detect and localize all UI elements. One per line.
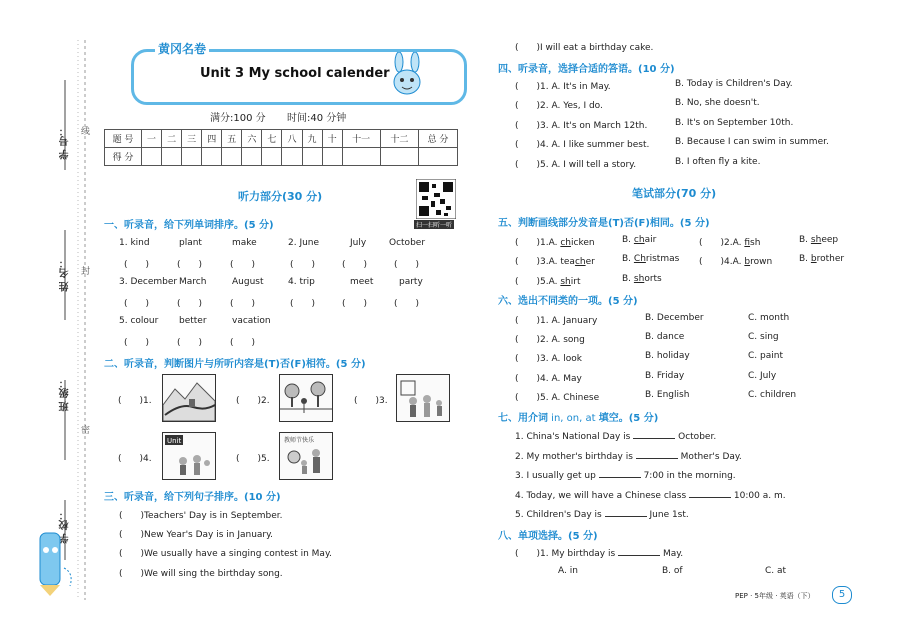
section-2-heading: 二、听录音，判断图片与所听内容是(T)否(F)相符。(5 分): [104, 359, 366, 370]
phonics-word: B. sheep: [799, 235, 839, 245]
blank-field[interactable]: [636, 449, 678, 459]
answer-paren[interactable]: ( ): [230, 260, 256, 270]
sentence-item[interactable]: ( )Teachers' Day is in September.: [119, 511, 283, 521]
score-input-cell[interactable]: [342, 148, 380, 166]
sentence-item[interactable]: ( )I will eat a birthday cake.: [515, 43, 654, 53]
tree-planting-picture: [279, 374, 333, 422]
blank-field[interactable]: [633, 429, 675, 439]
option-c: C. month: [748, 313, 790, 323]
odd-one-out-item[interactable]: ( )5. A. Chinese: [515, 393, 600, 403]
score-cell: 二: [162, 130, 182, 148]
fill-blank-item: 2. My mother's birthday is Mother's Day.: [515, 449, 742, 462]
school-label: 学 校：: [60, 510, 71, 544]
answer-paren[interactable]: ( ): [394, 299, 420, 309]
response-option-a[interactable]: ( )4. A. I like summer best.: [515, 140, 650, 150]
odd-one-out-item[interactable]: ( )4. A. May: [515, 374, 582, 384]
score-cell: 十一: [342, 130, 380, 148]
score-input-cell[interactable]: [262, 148, 282, 166]
answer-paren[interactable]: ( ): [177, 338, 203, 348]
section-8-heading: 八、单项选择。(5 分): [498, 531, 598, 542]
blank-field[interactable]: [689, 488, 731, 498]
option-b: B. English: [645, 390, 690, 400]
score-input-cell[interactable]: [162, 148, 182, 166]
word: August: [232, 277, 264, 287]
sentence-item[interactable]: ( )New Year's Day is in January.: [119, 530, 274, 540]
phonics-item[interactable]: ( )5.A. shirt: [515, 277, 581, 287]
qr-caption: 扫一扫听一听: [416, 222, 453, 229]
response-option-b: B. Because I can swim in summer.: [675, 137, 829, 147]
word: 4. trip: [288, 277, 315, 287]
blank-field[interactable]: [599, 468, 641, 478]
fill-blank-item: 5. Children's Day is June 1st.: [515, 507, 689, 520]
page-number: 5: [832, 586, 852, 604]
fill-blank-item: 4. Today, we will have a Chinese class 10:00 a. m.: [515, 488, 786, 501]
answer-paren[interactable]: ( ): [124, 338, 150, 348]
response-option-a[interactable]: ( )2. A. Yes, I do.: [515, 101, 603, 111]
family-picture: [396, 374, 450, 422]
phonics-item[interactable]: ( )1.A. chicken: [515, 238, 595, 248]
option-c: C. July: [748, 371, 777, 381]
answer-paren[interactable]: ( ): [124, 299, 150, 309]
class-label: 班 级：: [60, 378, 71, 412]
cut-mark-seal: 封: [81, 267, 91, 277]
score-input-cell[interactable]: [302, 148, 322, 166]
answer-paren[interactable]: ( ): [394, 260, 420, 270]
score-input-cell[interactable]: [202, 148, 222, 166]
section-4-heading: 四、听录音，选择合适的答语。(10 分): [498, 64, 675, 75]
score-cell: 六: [242, 130, 262, 148]
choice-option-b: B. of: [662, 566, 683, 576]
picture-answer-label[interactable]: ( )5.: [236, 454, 270, 464]
score-input-cell[interactable]: [222, 148, 242, 166]
phonics-word: B. shorts: [622, 274, 662, 284]
fill-blank-item: 3. I usually get up 7:00 in the morning.: [515, 468, 736, 481]
teachers-day-banner-text: 教师节快乐: [284, 437, 315, 444]
section-7-heading: 七、用介词 in, on, at 填空。(5 分): [498, 413, 659, 424]
pencil-mascot-icon: [30, 528, 80, 598]
word: party: [399, 277, 423, 287]
word: 3. December: [119, 277, 178, 287]
picture-answer-label[interactable]: ( )2.: [236, 396, 270, 406]
multiple-choice-question[interactable]: ( )1. My birthday is May.: [515, 546, 683, 559]
phonics-item[interactable]: ( )4.A. brown: [699, 257, 773, 267]
picture-answer-label[interactable]: ( )1.: [118, 396, 152, 406]
option-b: B. dance: [645, 332, 685, 342]
score-cell: 十二: [380, 130, 418, 148]
response-option-a[interactable]: ( )3. A. It's on March 12th.: [515, 121, 648, 131]
response-option-a[interactable]: ( )5. A. I will tell a story.: [515, 160, 637, 170]
blank-field[interactable]: [605, 507, 647, 517]
answer-paren[interactable]: ( ): [290, 260, 316, 270]
response-option-b: B. It's on September 10th.: [675, 118, 794, 128]
word: plant: [179, 238, 202, 248]
response-option-a[interactable]: ( )1. A. It's in May.: [515, 82, 611, 92]
score-cell: 八: [282, 130, 302, 148]
sentence-item[interactable]: ( )We usually have a singing contest in May.: [119, 549, 332, 559]
section-5-heading: 五、判断画线部分发音是(T)否(F)相同。(5 分): [498, 218, 710, 229]
word: October: [389, 238, 426, 248]
word: better: [179, 316, 207, 326]
answer-paren[interactable]: ( ): [230, 299, 256, 309]
response-option-b: B. No, she doesn't.: [675, 98, 760, 108]
score-input-cell[interactable]: [380, 148, 418, 166]
odd-one-out-item[interactable]: ( )2. A. song: [515, 335, 585, 345]
full-score: 满分:100 分: [210, 113, 266, 124]
rabbit-mascot-icon: [384, 52, 430, 98]
page-title: Unit 3 My school calender: [200, 66, 390, 81]
score-input-cell[interactable]: [419, 148, 458, 166]
word: 2. June: [288, 238, 320, 248]
score-cell: 得 分: [105, 148, 142, 166]
section-6-heading: 六、选出不同类的一项。(5 分): [498, 296, 638, 307]
writing-part-title: 笔试部分(70 分): [632, 187, 717, 200]
phonics-word: B. brother: [799, 254, 845, 264]
option-c: C. paint: [748, 351, 783, 361]
score-cell: 三: [182, 130, 202, 148]
answer-paren[interactable]: ( ): [177, 260, 203, 270]
exam-time: 时间:40 分钟: [287, 113, 347, 124]
unit-sign-text: Unit 1: [167, 437, 188, 445]
option-c: C. sing: [748, 332, 779, 342]
phonics-word: B. chair: [622, 235, 657, 245]
odd-one-out-item[interactable]: ( )1. A. January: [515, 316, 598, 326]
choice-option-a: A. in: [558, 566, 578, 576]
score-cell: 九: [302, 130, 322, 148]
score-cell: 十: [322, 130, 342, 148]
phonics-item[interactable]: ( )3.A. teacher: [515, 257, 595, 267]
option-b: B. holiday: [645, 351, 690, 361]
answer-paren[interactable]: ( ): [290, 299, 316, 309]
great-wall-picture: [162, 374, 216, 422]
picture-answer-label[interactable]: ( )3.: [354, 396, 388, 406]
score-cell: 五: [222, 130, 242, 148]
score-input-cell[interactable]: [142, 148, 162, 166]
picture-answer-label[interactable]: ( )4.: [118, 454, 152, 464]
answer-paren[interactable]: ( ): [342, 260, 368, 270]
answer-paren[interactable]: ( ): [342, 299, 368, 309]
phonics-word: B. Christmas: [622, 254, 680, 264]
score-table-header-row: [105, 130, 458, 148]
qr-code-icon[interactable]: [416, 179, 456, 219]
word: meet: [350, 277, 374, 287]
score-cell: 一: [142, 130, 162, 148]
listening-part-title: 听力部分(30 分): [238, 190, 323, 203]
word: July: [350, 238, 367, 248]
response-option-b: B. I often fly a kite.: [675, 157, 761, 167]
answer-paren[interactable]: ( ): [124, 260, 150, 270]
fill-blank-item: 1. China's National Day is October.: [515, 429, 716, 442]
option-c: C. children: [748, 390, 797, 400]
phonics-item[interactable]: ( )2.A. fish: [699, 238, 761, 248]
score-input-cell[interactable]: [282, 148, 302, 166]
answer-paren[interactable]: ( ): [177, 299, 203, 309]
score-input-cell[interactable]: [242, 148, 262, 166]
score-input-cell[interactable]: [322, 148, 342, 166]
sentence-item[interactable]: ( )We will sing the birthday song.: [119, 569, 283, 579]
section-3-heading: 三、听录音，给下列句子排序。(10 分): [104, 492, 281, 503]
word: make: [232, 238, 257, 248]
score-table: [104, 129, 458, 166]
option-b: B. December: [645, 313, 704, 323]
word: March: [179, 277, 207, 287]
response-option-b: B. Today is Children's Day.: [675, 79, 793, 89]
option-b: B. Friday: [645, 371, 685, 381]
footer-text: PEP · 5年级 · 英语（下）: [735, 592, 815, 600]
choice-option-c: C. at: [765, 566, 787, 576]
score-cell: 七: [262, 130, 282, 148]
word: 1. kind: [119, 238, 150, 248]
name-label: 姓 名：: [60, 258, 71, 292]
section-1-heading: 一、听录音，给下列单词排序。(5 分): [104, 220, 274, 231]
score-cell: 总 分: [419, 130, 458, 148]
score-input-cell[interactable]: [182, 148, 202, 166]
score-cell: 四: [202, 130, 222, 148]
cut-mark-line: 线: [81, 127, 91, 137]
score-cell: 题 号: [105, 130, 142, 148]
student-no-label: 学 号：: [60, 126, 71, 160]
word: vacation: [232, 316, 271, 326]
brand-logo: 黄冈名卷: [155, 40, 209, 57]
odd-one-out-item[interactable]: ( )3. A. look: [515, 354, 582, 364]
school-picture: [162, 432, 216, 480]
teachers-day-picture: [279, 432, 333, 480]
score-table-score-row: [105, 148, 458, 166]
cut-mark-secret: 密: [81, 426, 91, 436]
word: 5. colour: [119, 316, 159, 326]
answer-paren[interactable]: ( ): [230, 338, 256, 348]
